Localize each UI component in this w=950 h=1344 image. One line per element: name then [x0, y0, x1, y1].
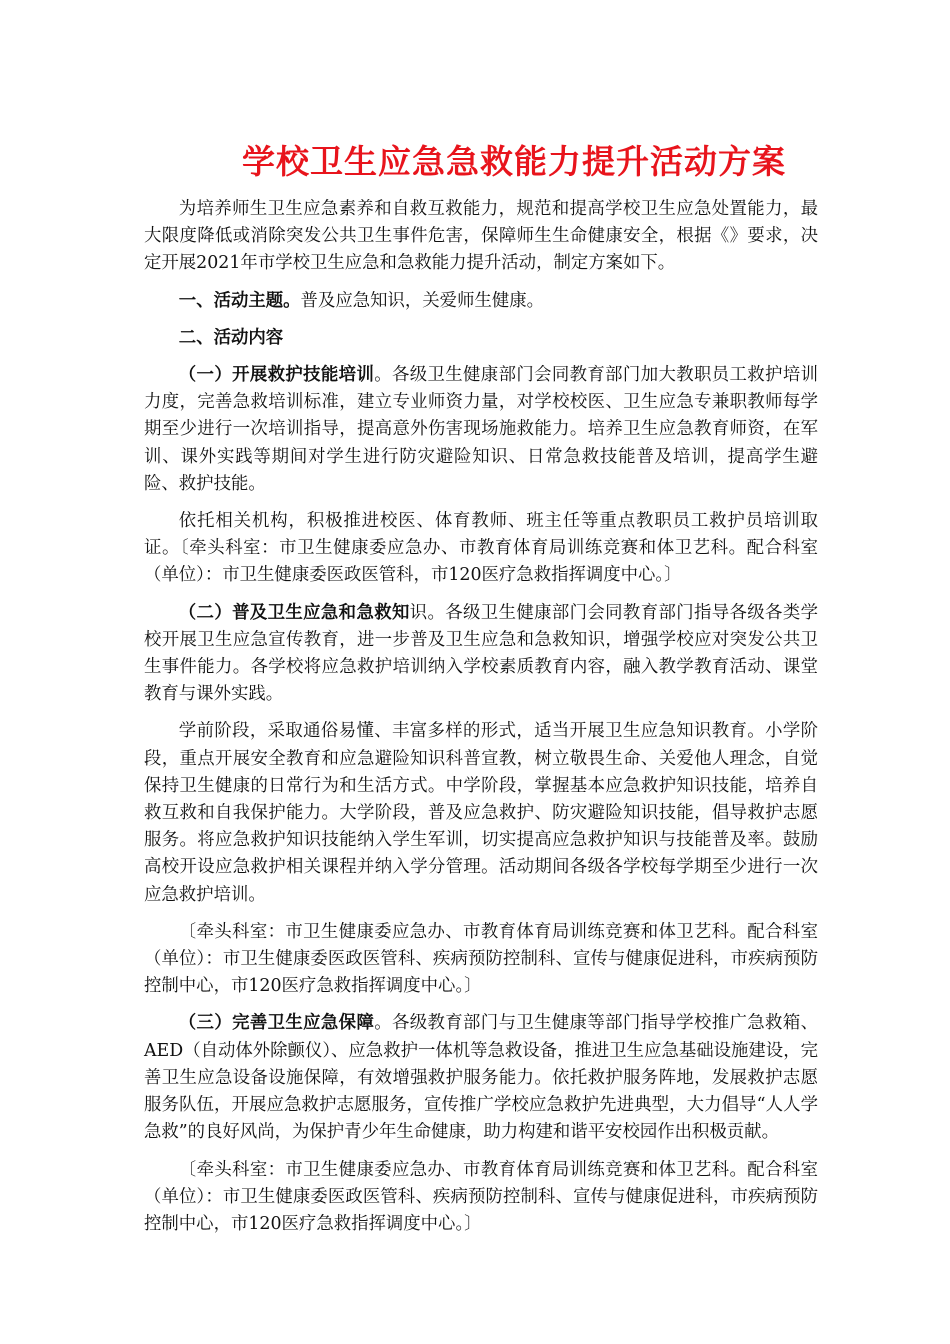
item-3-text: 。各级教育部门与卫生健康等部门指导学校推广急救箱、AED（自动体外除颤仪）、应急救护一体机等急救设备，推进卫生应急基础设施建设，完善卫生应急设备设施保障，有效增强救护服务能力。依托救护服务阵地，发展救护志愿服务队伍，开展应急救护志愿服务，宣传推广学校应急救护先进典型，大力倡导“人人学急救”的良好风尚，为保护青少年生命健康，助力构建和谐平安校园作出积极贡献。	[144, 1013, 818, 1143]
item-3-heading: （三）完善卫生应急保障	[178, 1013, 375, 1034]
item-1-paragraph-2: 依托相关机构，积极推进校医、体育教师、班主任等重点教职员工救护员培训取证。〔牵头科室：市卫生健康委应急办、市教育体育局训练竞赛和体卫艺科。配合科室（单位）：市卫生健康委医政医管科，市120医疗急救指挥调度中心。〕	[144, 511, 818, 586]
item-2-paragraph-3: 〔牵头科室：市卫生健康委应急办、市教育体育局训练竞赛和体卫艺科。配合科室（单位）：市卫生健康委医政医管科、疾病预防控制科、宣传与健康促进科，市疾病预防控制中心，市120医疗急救指挥调度中心。〕	[144, 921, 818, 997]
section-1	[144, 288, 818, 315]
item-1-paragraph	[144, 362, 818, 498]
section-2-heading-text: 二、活动内容	[178, 327, 284, 348]
item-1-text: 。各级卫生健康部门会同教育部门加大教职员工救护培训力度，完善急救培训标准，建立专业师资力量，对学校校医、卫生应急专兼职教师每学期至少进行一次培训指导，提高意外伤害现场施救能力。培养卫生应急教育师资，在军训、课外实践等期间对学生进行防灾避险知识、日常急救技能普及培训，提高学生避险、救护技能。	[144, 365, 818, 494]
item-2-paragraph	[144, 600, 818, 709]
section-1-heading: 一、活动主题。	[178, 290, 301, 311]
item-1-heading: （一）开展救护技能培训	[178, 365, 375, 386]
item-3-paragraph	[144, 1010, 818, 1146]
intro-paragraph: 为培养师生卫生应急素养和自救互救能力，规范和提高学校卫生应急处置能力，最大限度降低或消除突发公共卫生事件危害，保障师生生命健康安全，根据《》要求，决定开展2021年市学校卫生应急和急救能力提升活动，制定方案如下。	[144, 199, 818, 274]
item-2-heading: （二）普及卫生应急和急救知	[178, 602, 410, 623]
item-2-text: 识。各级卫生健康部门会同教育部门指导各级各类学校开展卫生应急宣传教育，进一步普及卫生应急和急救知识，增强学校应对突发公共卫生事件能力。各学校将应急救护培训纳入学校素质教育内容，融入教学教育活动、课堂教育与课外实践。	[144, 602, 818, 705]
item-2-paragraph-2: 学前阶段，采取通俗易懂、丰富多样的形式，适当开展卫生应急知识教育。小学阶段，重点开展安全教育和应急避险知识科普宣教，树立敬畏生命、关爱他人理念，自觉保持卫生健康的日常行为和生活方式。中学阶段，掌握基本应急救护知识技能，培养自救互救和自我保护能力。大学阶段，普及应急救护、防灾避险知识技能，倡导救护志愿服务。将应急救护知识技能纳入学生军训，切实提高应急救护知识与技能普及率。鼓励高校开设应急救护相关课程并纳入学分管理。活动期间各级各学校每学期至少进行一次应急救护培训。	[144, 721, 818, 905]
section-2-heading	[144, 325, 818, 352]
document-title: 学校卫生应急急救能力提升活动方案	[242, 142, 786, 181]
section-1-text: 普及应急知识，关爱师生健康。	[300, 290, 545, 311]
item-3-paragraph-2: 〔牵头科室：市卫生健康委应急办、市教育体育局训练竞赛和体卫艺科。配合科室（单位）：市卫生健康委医政医管科、疾病预防控制科、宣传与健康促进科，市疾病预防控制中心，市120医疗急救指挥调度中心。〕	[144, 1159, 818, 1234]
